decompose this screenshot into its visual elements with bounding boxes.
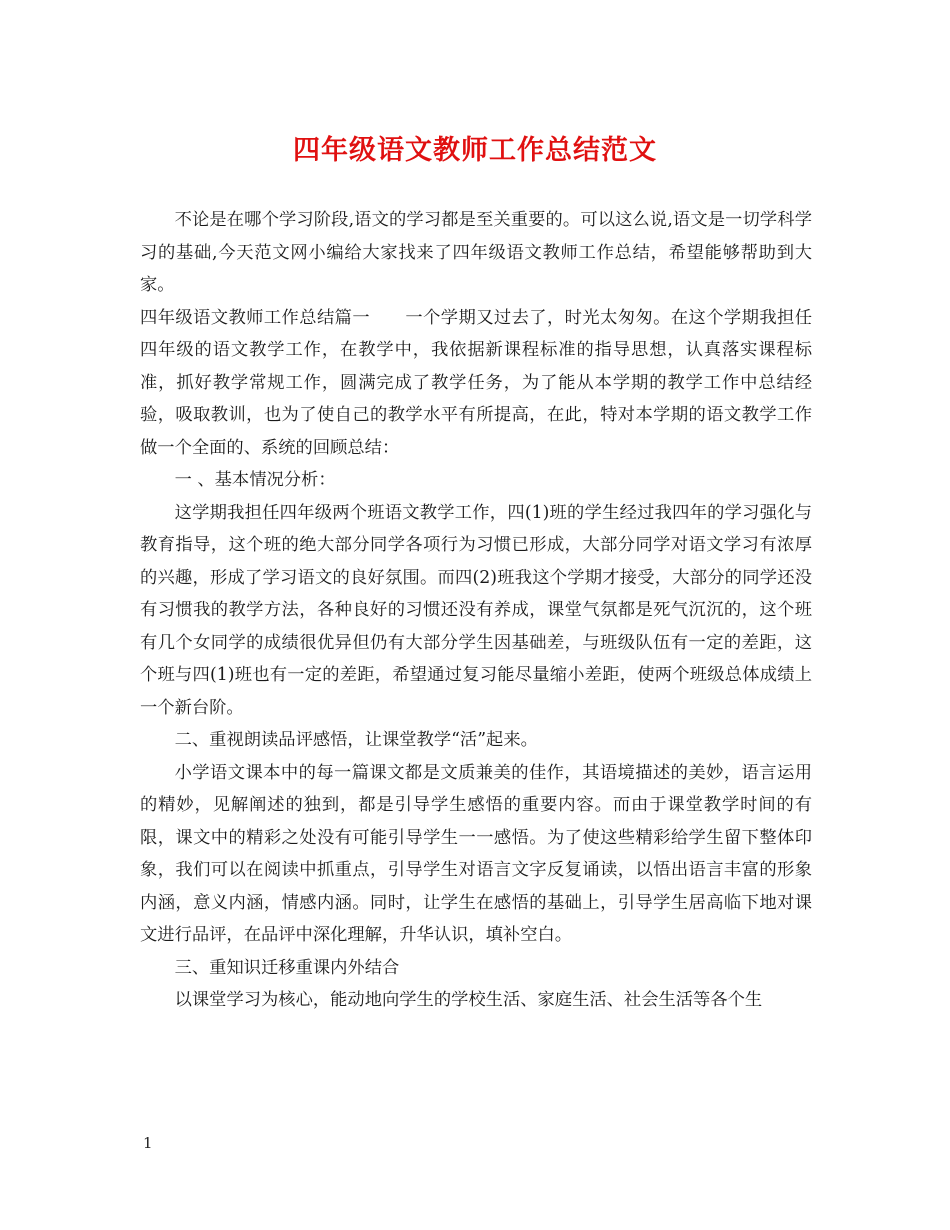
paragraph: 小学语文课本中的每一篇课文都是文质兼美的佳作，其语境描述的美妙，语言运用的精妙，见解阐述的独到，都是引导学生感悟的重要内容。而由于课堂教学时间的有限，课文中的精彩之处没有可能引导学生一一感悟。为了使这些精彩给学生留下整体印象，我们可以在阅读中抓重点，引导学生对语言文字反复诵读，以悟出语言丰富的形象内涵，意义内涵，情感内涵。同时，让学生在感悟的基础上，引导学生居高临下地对课文进行品评，在品评中深化理解，升华认识，填补空白。 bbox=[140, 762, 812, 945]
paragraph: 不论是在哪个学习阶段,语文的学习都是至关重要的。可以这么说,语文是一切学科学习的基础,今天范文网小编给大家找来了四年级语文教师工作总结，希望能够帮助到大家。 bbox=[140, 210, 812, 295]
page-number: 1 bbox=[143, 1134, 153, 1152]
paragraph: 这学期我担任四年级两个班语文教学工作，四(1)班的学生经过我四年的学习强化与教育指导，这个班的绝大部分同学各项行为习惯已形成，大部分同学对语文学习有浓厚的兴趣，形成了学习语文的良好氛围。而四(2)班我这个学期才接受，大部分的同学还没有习惯我的教学方法，各种良好的习惯还没有养成，课堂气氛都是死气沉沉的，这个班有几个女同学的成绩很优异但仍有大部分学生因基础差，与班级队伍有一定的差距，这个班与四(1)班也有一定的差距，希望通过复习能尽量缩小差距，使两个班级总体成绩上一个新台阶。 bbox=[140, 502, 812, 718]
section-heading: 三、重知识迁移重课内外结合 bbox=[174, 957, 400, 978]
document-body bbox=[140, 204, 812, 1017]
page-title: 四年级语文教师工作总结范文 bbox=[293, 135, 657, 166]
paragraph: 以课堂学习为核心，能动地向学生的学校生活、家庭生活、社会生活等各个生 bbox=[174, 990, 763, 1010]
paragraph: 四年级语文教师工作总结篇一 一个学期又过去了，时光太匆匆。在这个学期我担任四年级的语文教学工作，在教学中，我依据新课程标准的指导思想，认真落实课程标准，抓好教学常规工作，圆满完成了教学任务，为了能从本学期的教学工作中总结经验，吸取教训，也为了使自己的教学水平有所提高，在此，特对本学期的语文教学工作做一个全面的、系统的回顾总结： bbox=[140, 307, 812, 458]
section-heading: 一 、基本情况分析： bbox=[174, 470, 336, 490]
section-heading: 二、重视朗读品评感悟，让课堂教学“活”起来。 bbox=[174, 730, 538, 750]
